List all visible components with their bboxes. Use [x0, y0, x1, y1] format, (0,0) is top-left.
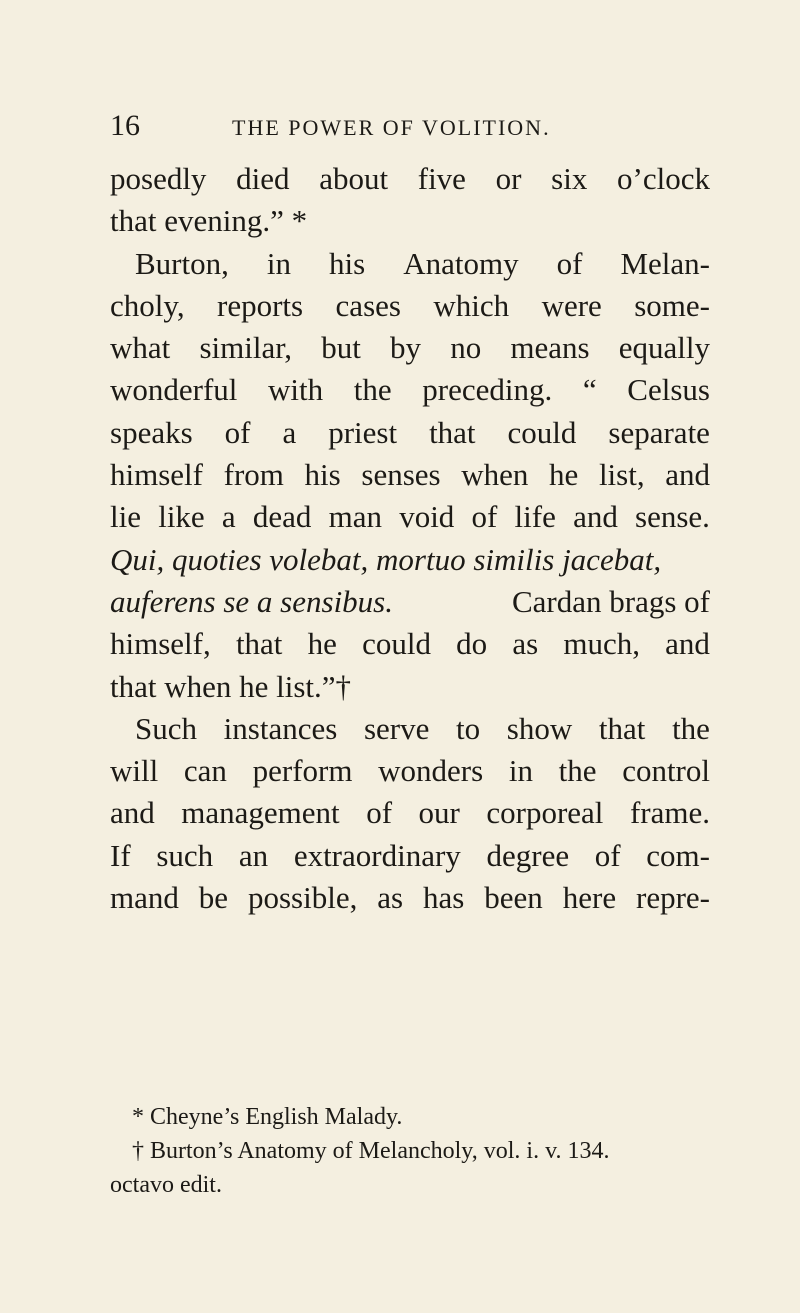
text-line: mand be possible, as has been here repre- [110, 880, 710, 916]
text-line: If such an extraordinary degree of com- [110, 837, 710, 873]
footnote-1: * Cheyne’s English Malady. [132, 1104, 403, 1130]
text-line [110, 581, 710, 623]
text-line: wonderful with the preceding. “ Celsus [110, 372, 710, 408]
latin-quote-end: auferens se a sensibus. [110, 583, 393, 619]
text-line: will can perform wonders in the control [110, 753, 710, 789]
paragraph-start-line: Such instances serve to show that the [135, 710, 710, 746]
latin-quote: Qui, quoties volebat, mortuo similis jacebat, [110, 541, 662, 577]
text-line: that evening.” * [110, 203, 308, 239]
text-line: posedly died about five or six o’clock [110, 161, 710, 196]
text-line: that when he list.”† [110, 668, 352, 704]
body-text [110, 158, 710, 919]
paragraph-start-line: Burton, in his Anatomy of Melan- [135, 245, 710, 281]
text-fragment: Cardan brags of [512, 583, 710, 619]
text-line: and management of our corporeal frame. [110, 795, 710, 831]
text-line: speaks of a priest that could separate [110, 414, 710, 450]
text-line: choly, reports cases which were some- [110, 287, 710, 323]
footnotes [110, 1100, 710, 1202]
footnote-2: † Burton’s Anatomy of Melancholy, vol. i. v. 134. [132, 1138, 610, 1164]
text-line: himself, that he could do as much, and [110, 626, 710, 662]
running-head: THE POWER OF VOLITION. [232, 115, 551, 140]
footnote-2-continued: octavo edit. [110, 1172, 222, 1198]
page-header [110, 106, 710, 146]
page-number: 16 [110, 109, 140, 142]
text-line: lie like a dead man void of life and sense. [110, 499, 710, 535]
text-line: himself from his senses when he list, and [110, 457, 710, 493]
text-line [110, 539, 710, 581]
text-line: what similar, but by no means equally [110, 330, 710, 366]
